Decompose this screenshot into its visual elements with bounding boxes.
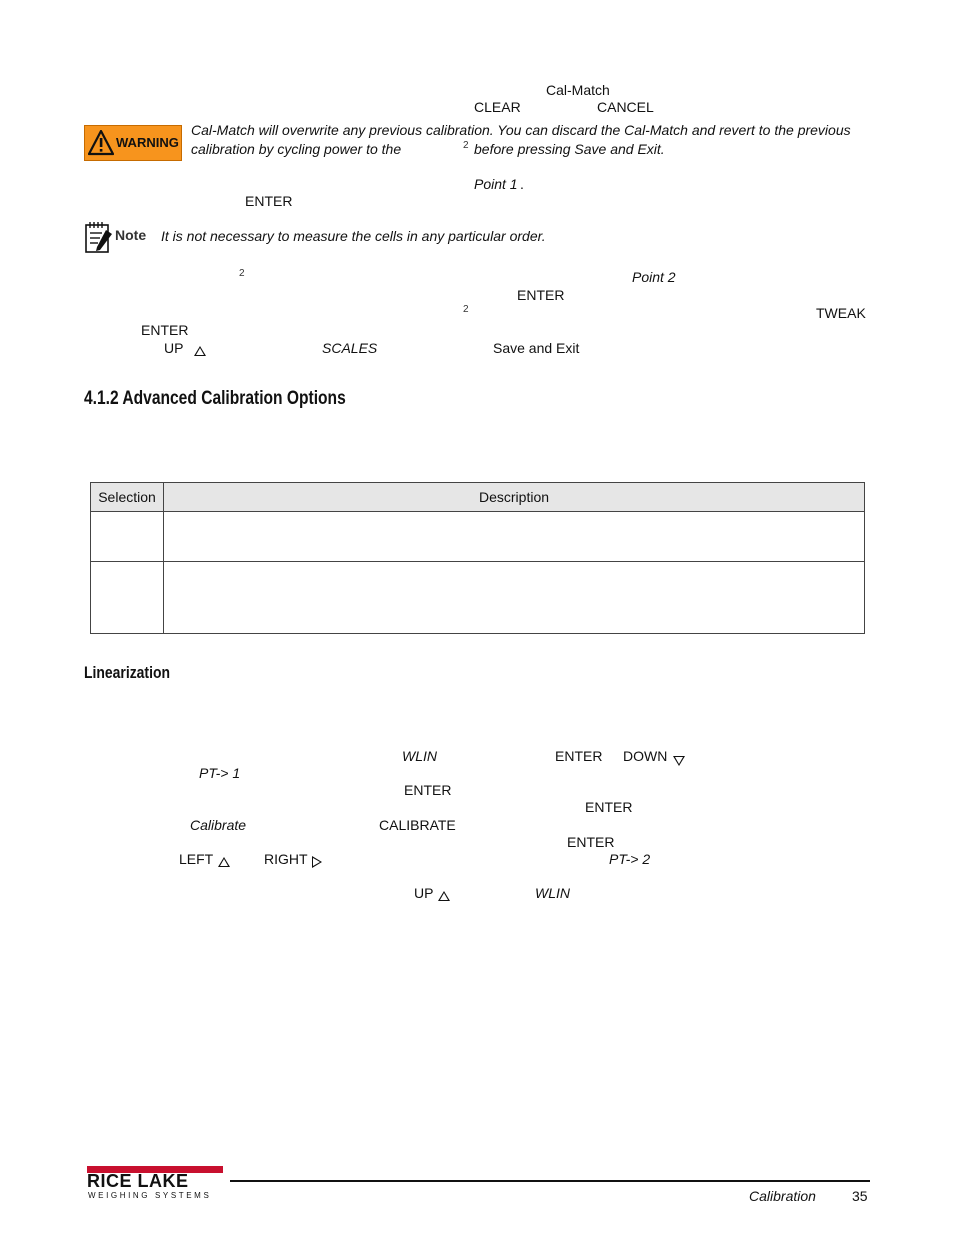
logo-tagline: WEIGHING SYSTEMS xyxy=(88,1191,212,1200)
table-cell xyxy=(91,512,164,562)
up-arrow-icon xyxy=(438,887,450,903)
point2-ref: Point 2 xyxy=(632,269,676,285)
up-arrow-icon xyxy=(194,342,206,358)
right-key: RIGHT xyxy=(264,851,308,867)
scales-menu-ref: SCALES xyxy=(322,340,378,356)
footer-rule xyxy=(230,1180,870,1182)
warning-superscript: 2 xyxy=(463,140,469,151)
cancel-key: CANCEL xyxy=(597,99,654,115)
linearization-heading: Linearization xyxy=(84,663,170,682)
calibrate-key: CALIBRATE xyxy=(379,817,456,833)
enter-key: ENTER xyxy=(585,799,633,815)
superscript-2a: 2 xyxy=(239,268,245,279)
enter-key: ENTER xyxy=(555,748,603,764)
table-cell xyxy=(91,562,164,634)
note-text: It is not necessary to measure the cells in any particular order. xyxy=(161,228,546,244)
enter-key: ENTER xyxy=(567,834,615,850)
page-number: 35 xyxy=(852,1188,868,1204)
calibrate-ref: Calibrate xyxy=(190,817,247,833)
note-label: Note xyxy=(115,227,147,243)
down-arrow-icon xyxy=(673,752,685,768)
save-exit-ref: Save and Exit xyxy=(493,340,580,356)
table-header-row xyxy=(91,483,865,512)
warning-label: WARNING xyxy=(116,135,179,150)
tweak-key: TWEAK xyxy=(816,305,866,321)
point1-period: . xyxy=(520,176,524,192)
column-header-description: Description xyxy=(164,483,865,512)
clear-key: CLEAR xyxy=(474,99,521,115)
rice-lake-logo xyxy=(87,1166,225,1202)
warning-text-line2a: calibration by cycling power to the xyxy=(191,141,402,157)
table-cell xyxy=(164,512,865,562)
point1-ref: Point 1 xyxy=(474,176,518,192)
table-cell xyxy=(164,562,865,634)
table-row xyxy=(91,562,865,634)
section-heading: 4.1.2 Advanced Calibration Options xyxy=(84,388,346,409)
up-key: UP xyxy=(164,340,184,356)
left-arrow-icon xyxy=(218,853,230,869)
enter-key: ENTER xyxy=(245,193,293,209)
enter-key: ENTER xyxy=(517,287,565,303)
pt1-ref: PT-> 1 xyxy=(199,765,241,781)
warning-badge xyxy=(84,125,182,161)
wlin-ref: WLIN xyxy=(402,748,437,764)
enter-key: ENTER xyxy=(404,782,452,798)
pt2-ref: PT-> 2 xyxy=(609,851,651,867)
warning-text-line2b: before pressing Save and Exit. xyxy=(474,141,665,157)
down-key: DOWN xyxy=(623,748,668,764)
warning-text-line1: Cal-Match will overwrite any previous calibration. You can discard the Cal-Match and revert to the previous xyxy=(191,122,851,138)
superscript-2b: 2 xyxy=(463,304,469,315)
warning-triangle-icon xyxy=(88,130,114,156)
right-arrow-icon xyxy=(312,853,322,869)
footer-section-name: Calibration xyxy=(749,1188,816,1204)
note-pad-icon xyxy=(84,220,114,254)
cal-match-key: Cal-Match xyxy=(546,82,610,98)
logo-wordmark: RICE LAKE xyxy=(87,1171,189,1191)
column-header-selection: Selection xyxy=(91,483,164,512)
table-row xyxy=(91,512,865,562)
enter-key: ENTER xyxy=(141,322,189,338)
up-key: UP xyxy=(414,885,434,901)
left-key: LEFT xyxy=(179,851,214,867)
calibration-options-table xyxy=(90,482,865,634)
wlin-ref: WLIN xyxy=(535,885,570,901)
